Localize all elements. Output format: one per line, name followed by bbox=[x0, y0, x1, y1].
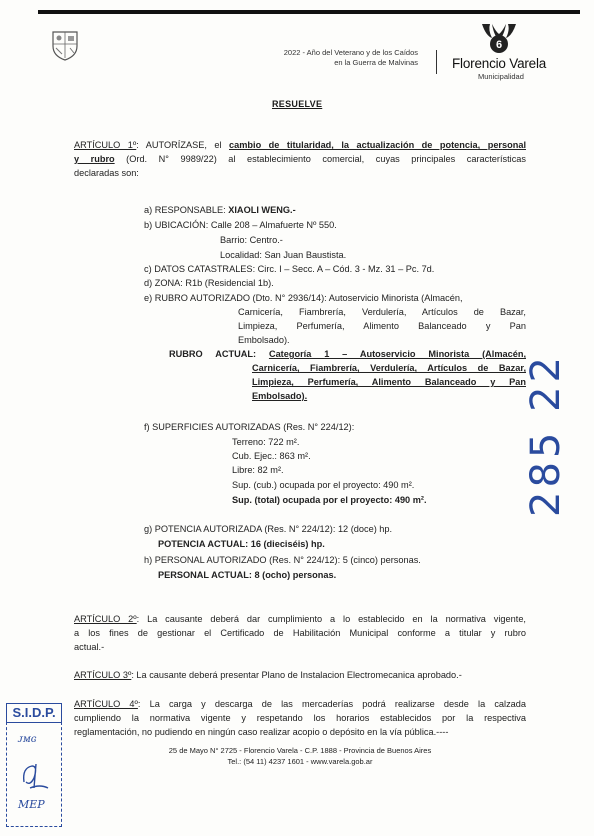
logo-subtitle: Municipalidad bbox=[478, 72, 524, 81]
header-divider bbox=[436, 50, 437, 74]
article-1-label: ARTÍCULO 1º bbox=[74, 140, 137, 150]
item-g: g) POTENCIA AUTORIZADA (Res. N° 224/12): 12 (doce) hp. bbox=[144, 524, 393, 534]
article-4-label: ARTÍCULO 4º bbox=[74, 699, 138, 709]
slogan-line-1: 2022 - Año del Veterano y de los Caídos bbox=[283, 48, 418, 57]
article-1-subject: cambio de titularidad, la actualización de potencia, personal bbox=[229, 140, 526, 150]
article-2-label: ARTÍCULO 2º bbox=[74, 614, 137, 624]
handwritten-code: MEP bbox=[18, 798, 45, 811]
sidp-stamp: S.I.D.P. bbox=[6, 703, 62, 723]
footer-address: 25 de Mayo N° 2725 - Florencio Varela - C.P. 1888 - Provincia de Buenos Aires bbox=[168, 746, 432, 755]
svg-text:6: 6 bbox=[495, 39, 503, 51]
f-terreno: Terreno: 722 m². bbox=[232, 437, 300, 447]
slogan-line-2: en la Guerra de Malvinas bbox=[334, 58, 418, 67]
year-slogan bbox=[248, 48, 418, 68]
personal-actual: PERSONAL ACTUAL: 8 (ocho) personas. bbox=[158, 570, 337, 580]
footer-contact: Tel.: (54 11) 4237 1601 - www.varela.gob.ar bbox=[227, 757, 373, 766]
f-libre: Libre: 82 m². bbox=[232, 465, 284, 475]
article-2: ARTÍCULO 2º: La causante deberá dar cumplimiento a lo establecido en la normativa vigente, a los fines de gestionar el Certificado de Habilitación Municipal conforme a titular y rubro actual.- bbox=[74, 614, 526, 652]
f-cubierta: Cub. Ejec.: 863 m². bbox=[232, 451, 311, 461]
f-sup-cubierta: Sup. (cub.) ocupada por el proyecto: 490 m². bbox=[232, 480, 415, 490]
article-3: ARTÍCULO 3º: La causante deberá presentar Plano de Instalacion Electromecanica aprobado.- bbox=[74, 670, 462, 680]
rubro-actual: RUBRO ACTUAL: Categoría 1 – Autoservicio Minorista (Almacén, bbox=[169, 349, 526, 359]
article-1-line-2: y rubro (Ord. N° 9989/22) al establecimiento comercial, cuyas principales características bbox=[74, 154, 526, 164]
article-1-line-3: declaradas son: bbox=[74, 168, 139, 178]
item-h: h) PERSONAL AUTORIZADO (Res. N° 224/12): 5 (cinco) personas. bbox=[144, 555, 421, 565]
top-rule bbox=[38, 10, 580, 14]
item-b: b) UBICACIÓN: Calle 208 – Almafuerte Nº 550. bbox=[144, 220, 337, 230]
potencia-actual: POTENCIA ACTUAL: 16 (dieciséis) hp. bbox=[158, 539, 325, 549]
item-b-barrio: Barrio: Centro.- bbox=[220, 235, 283, 245]
handwritten-signature bbox=[20, 758, 52, 792]
item-b-localidad: Localidad: San Juan Baustista. bbox=[220, 250, 347, 260]
item-d: d) ZONA: R1b (Residencial 1b). bbox=[144, 278, 274, 288]
logo-name: Florencio Varela bbox=[452, 56, 547, 71]
municipality-logo-icon bbox=[478, 22, 520, 56]
handwritten-initials: ᴊᴍɢ bbox=[18, 734, 37, 745]
article-1-line-1: ARTÍCULO 1º: AUTORÍZASE, el cambio de titularidad, la actualización de potencia, personal bbox=[74, 140, 526, 150]
vertical-folio-number: 285 22 bbox=[523, 353, 569, 517]
resolution-heading: RESUELVE bbox=[272, 99, 323, 109]
rubro-actual-continued: Carnicería, Fiambrería, Verdulería, Artículos de Bazar, Limpieza, Perfumería, Alimento Balanceado y Pan Embolsado). bbox=[252, 363, 526, 401]
f-sup-total: Sup. (total) ocupada por el proyecto: 490 m². bbox=[232, 495, 427, 505]
item-e-continued: Carnicería, Fiambrería, Verdulería, Artículos de Bazar, Limpieza, Perfumería, Alimento Balanceado y Pan Embolsado). bbox=[238, 307, 526, 345]
article-3-label: ARTÍCULO 3º bbox=[74, 670, 132, 680]
item-f: f) SUPERFICIES AUTORIZADAS (Res. N° 224/12): bbox=[144, 422, 355, 432]
provincial-crest-icon bbox=[50, 28, 80, 62]
responsable-name: XIAOLI WENG.- bbox=[228, 205, 296, 215]
item-e: e) RUBRO AUTORIZADO (Dto. N° 2936/14): Autoservicio Minorista (Almacén, bbox=[144, 293, 463, 303]
article-1 bbox=[74, 138, 526, 180]
article-4: ARTÍCULO 4º: La carga y descarga de las mercaderías podrá realizarse desde la calzada cumpliendo la normativa vigente y respetando los horarios establecidos por la respectiva reglamentación, no pudiendo en ningún caso realizar acopio o depósito en la vía pública.---- bbox=[74, 699, 526, 737]
item-c: c) DATOS CATASTRALES: Circ. I – Secc. A – Cód. 3 - Mz. 31 – Pc. 7d. bbox=[144, 264, 435, 274]
item-a: a) RESPONSABLE: XIAOLI WENG.- bbox=[144, 205, 296, 215]
